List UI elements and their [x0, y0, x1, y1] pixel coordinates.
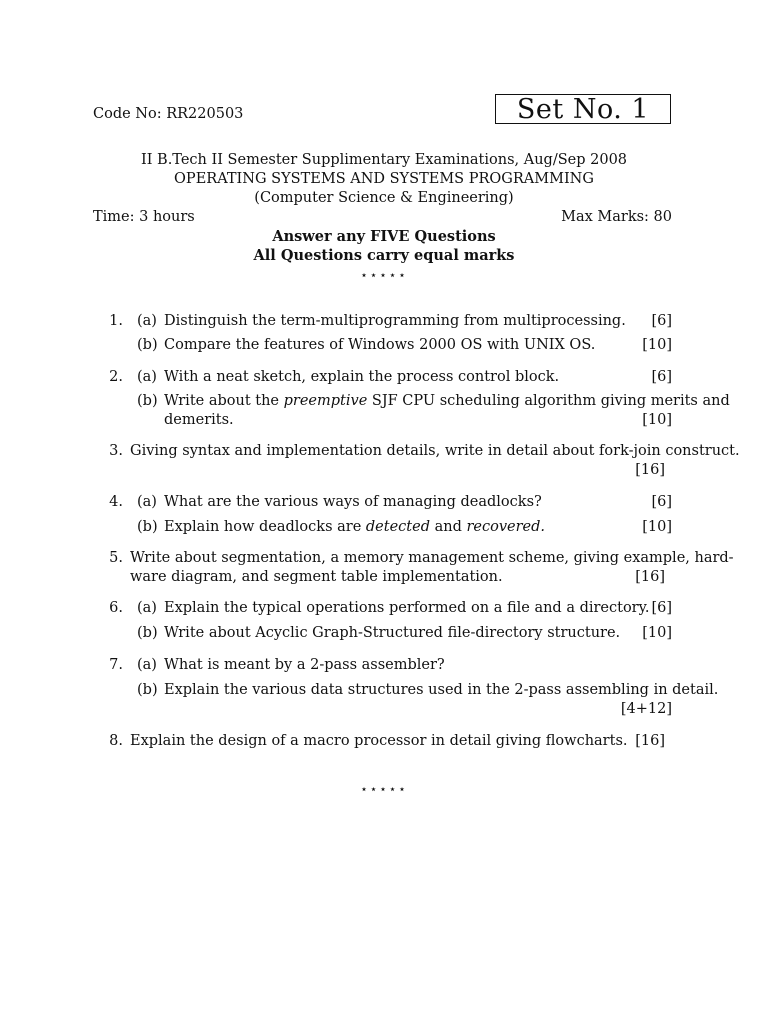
- question-number: 6.: [109, 600, 123, 616]
- set-number-label: Set No. 1: [516, 93, 650, 125]
- emphasis-text: detected: [365, 519, 430, 535]
- question-text: What is meant by a 2-pass assembler?: [164, 657, 445, 673]
- footer-stars: ⋆⋆⋆⋆⋆: [360, 782, 408, 796]
- set-number-box: [495, 94, 671, 124]
- instruction-answer: Answer any FIVE Questions: [272, 228, 496, 245]
- question-text: Explain the typical operations performed on a file and a directory.: [164, 600, 650, 616]
- subquestion-label: (b): [137, 393, 158, 409]
- subquestion-label: (a): [137, 313, 157, 329]
- instruction-marks: All Questions carry equal marks: [253, 247, 515, 264]
- exam-title: II B.Tech II Semester Supplimentary Examinations, Aug/Sep 2008: [140, 152, 628, 168]
- header-stars: ⋆⋆⋆⋆⋆: [360, 268, 408, 282]
- question-text-part: Write about the: [164, 393, 284, 409]
- question-text: Giving syntax and implementation details, write in detail about fork-join construct.: [130, 443, 740, 459]
- question-text-part: SJF CPU scheduling algorithm giving merits and: [367, 393, 730, 409]
- code-number: Code No: RR220503: [93, 106, 244, 122]
- subquestion-label: (a): [137, 657, 157, 673]
- subquestion-label: (b): [137, 682, 158, 698]
- question-text-continuation: demerits.: [164, 412, 234, 428]
- time-label: Time: 3 hours: [93, 209, 195, 225]
- marks-label: [10]: [642, 625, 672, 641]
- subquestion-label: (b): [137, 337, 158, 353]
- question-number: 8.: [109, 733, 123, 749]
- question-text-continuation: ware diagram, and segment table implementation.: [130, 569, 503, 585]
- marks-label: [10]: [642, 412, 672, 428]
- question-text: Explain the design of a macro processor in detail giving flowcharts.: [130, 733, 628, 749]
- marks-label: [16]: [635, 569, 665, 585]
- question-text: Distinguish the term-multiprogramming from multiprocessing.: [164, 313, 626, 329]
- max-marks-label: Max Marks: 80: [561, 209, 672, 225]
- question-number: 3.: [109, 443, 123, 459]
- branch-title: (Computer Science & Engineering): [254, 190, 514, 206]
- question-text: Write about segmentation, a memory management scheme, giving example, hard-: [130, 550, 734, 566]
- subject-title: OPERATING SYSTEMS AND SYSTEMS PROGRAMMING: [174, 171, 594, 187]
- marks-label: [6]: [651, 600, 672, 616]
- marks-label: [6]: [651, 369, 672, 385]
- question-text: Compare the features of Windows 2000 OS with UNIX OS.: [164, 337, 596, 353]
- question-text: What are the various ways of managing deadlocks?: [164, 494, 542, 510]
- question-number: 7.: [109, 657, 123, 673]
- subquestion-label: (a): [137, 494, 157, 510]
- question-text: Explain the various data structures used in the 2-pass assembling in detail.: [164, 682, 719, 698]
- marks-label: [10]: [642, 337, 672, 353]
- question-number: 4.: [109, 494, 123, 510]
- question-text: [164, 393, 730, 409]
- marks-label: [10]: [642, 519, 672, 535]
- subquestion-label: (b): [137, 519, 158, 535]
- marks-label: [16]: [635, 462, 665, 478]
- subquestion-label: (b): [137, 625, 158, 641]
- question-text: Write about Acyclic Graph-Structured file-directory structure.: [164, 625, 621, 641]
- question-number: 5.: [109, 550, 123, 566]
- question-text-part: and: [429, 519, 467, 535]
- question-text-part: Explain how deadlocks are: [164, 519, 366, 535]
- marks-label: [4+12]: [620, 701, 672, 717]
- question-number: 1.: [109, 313, 123, 329]
- question-number: 2.: [109, 369, 123, 385]
- marks-label: [16]: [635, 733, 665, 749]
- subquestion-label: (a): [137, 600, 157, 616]
- marks-label: [6]: [651, 494, 672, 510]
- question-text: [164, 519, 545, 535]
- emphasis-text: preemptive: [283, 393, 368, 409]
- subquestion-label: (a): [137, 369, 157, 385]
- marks-label: [6]: [651, 313, 672, 329]
- question-text: With a neat sketch, explain the process control block.: [164, 369, 560, 385]
- emphasis-text: recovered.: [466, 519, 546, 535]
